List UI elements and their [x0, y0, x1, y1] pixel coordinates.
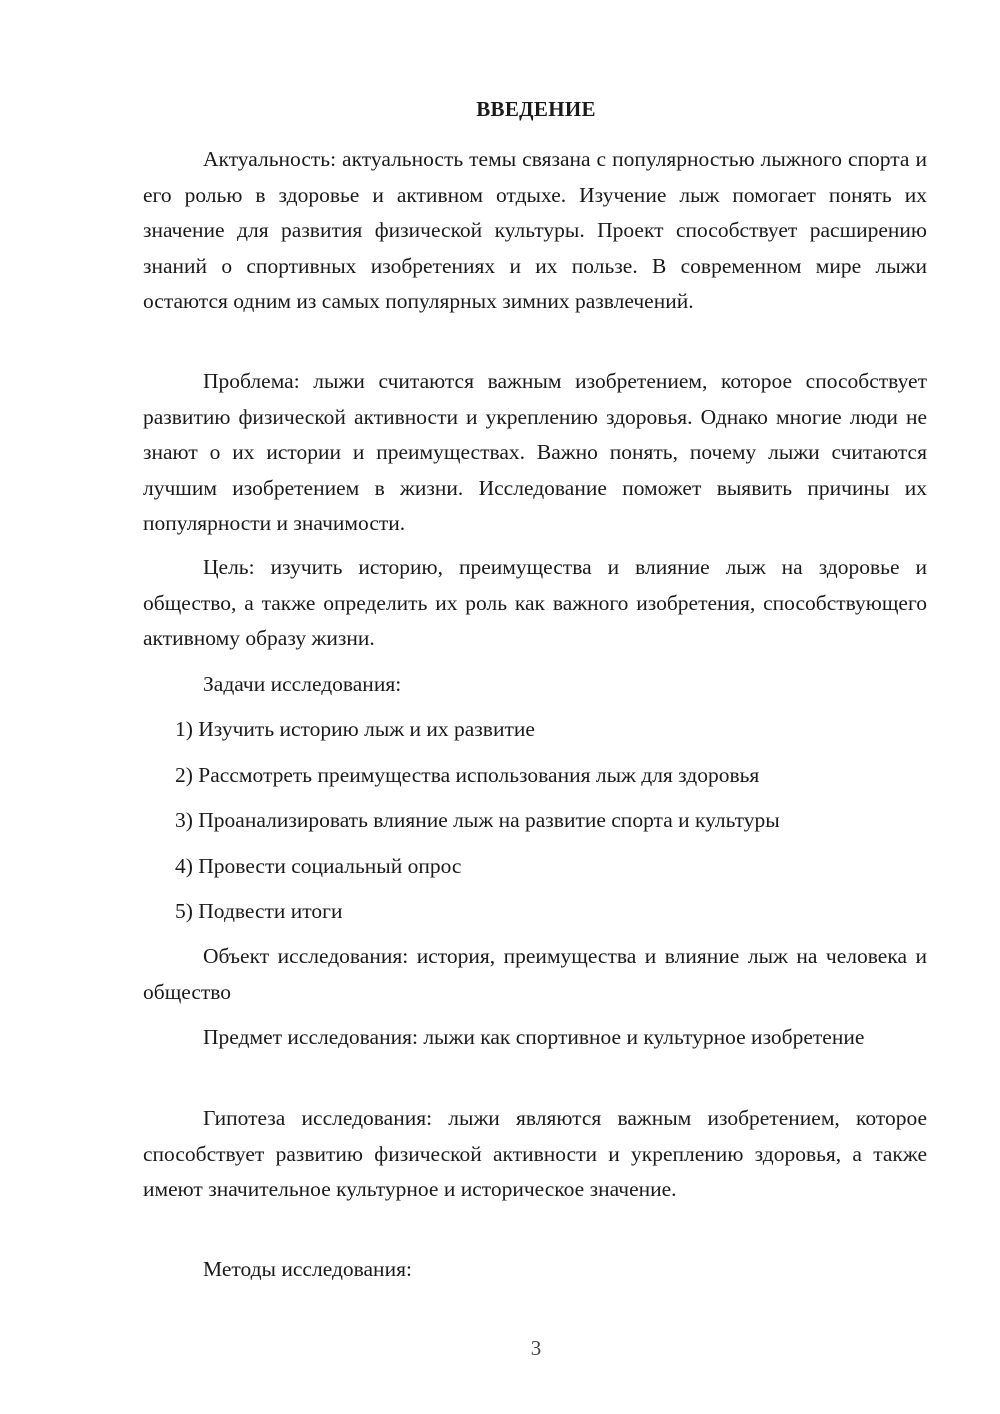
tasks-label-block: [143, 667, 927, 703]
tasks-list: [143, 712, 927, 930]
list-item: 1) Изучить историю лыж и их развитие: [175, 717, 535, 741]
object-paragraph: [143, 939, 927, 1010]
problem-text: Проблема: лыжи считаются важным изобретением, которое способствует развитию физической активности и укреплению здоровья. Однако многие люди не знают о их истории и преимуществах. Важно понять, почему лыжи считаются лучшим изобретением в жизни. Исследование поможет выявить причины их популярности и значимости.: [143, 369, 927, 535]
list-item: 3) Проанализировать влияние лыж на развитие спорта и культуры: [175, 808, 780, 832]
relevance-text: Актуальность: актуальность темы связана с популярностью лыжного спорта и его ролью в здоровье и активном отдыхе. Изучение лыж помогает понять их значение для развития физической культуры. Проект способствует расширению знаний о спортивных изобретениях и их пользе. В современном мире лыжи остаются одним из самых популярных зимних развлечений.: [143, 147, 927, 313]
list-item: 5) Подвести итоги: [175, 899, 343, 923]
tasks-label: Задачи исследования:: [203, 672, 402, 696]
page-number: 3: [530, 1336, 542, 1360]
goal-text: Цель: изучить историю, преимущества и влияние лыж на здоровье и общество, а также определить их роль как важного изобретения, способствующего активному образу жизни.: [143, 555, 927, 650]
subject-text: Предмет исследования: лыжи как спортивное и культурное изобретение: [203, 1025, 865, 1049]
subject-paragraph: [143, 1020, 927, 1056]
section-heading: ВВЕДЕНИЕ: [476, 97, 596, 121]
hypothesis-text: Гипотеза исследования: лыжи являются важным изобретением, которое способствует развитию физической активности и укреплению здоровья, а также имеют значительное культурное и историческое значение.: [143, 1106, 927, 1201]
list-item: 2) Рассмотреть преимущества использования лыж для здоровья: [175, 762, 760, 787]
methods-label: Методы исследования:: [203, 1257, 412, 1281]
methods-label-block: [143, 1252, 927, 1288]
relevance-paragraph: [143, 142, 927, 320]
object-text: Объект исследования: история, преимущества и влияние лыж на человека и общество: [143, 944, 927, 1004]
problem-paragraph: [143, 364, 927, 542]
goal-paragraph: [143, 550, 927, 657]
hypothesis-paragraph: [143, 1101, 927, 1208]
list-item: 4) Провести социальный опрос: [175, 853, 462, 878]
